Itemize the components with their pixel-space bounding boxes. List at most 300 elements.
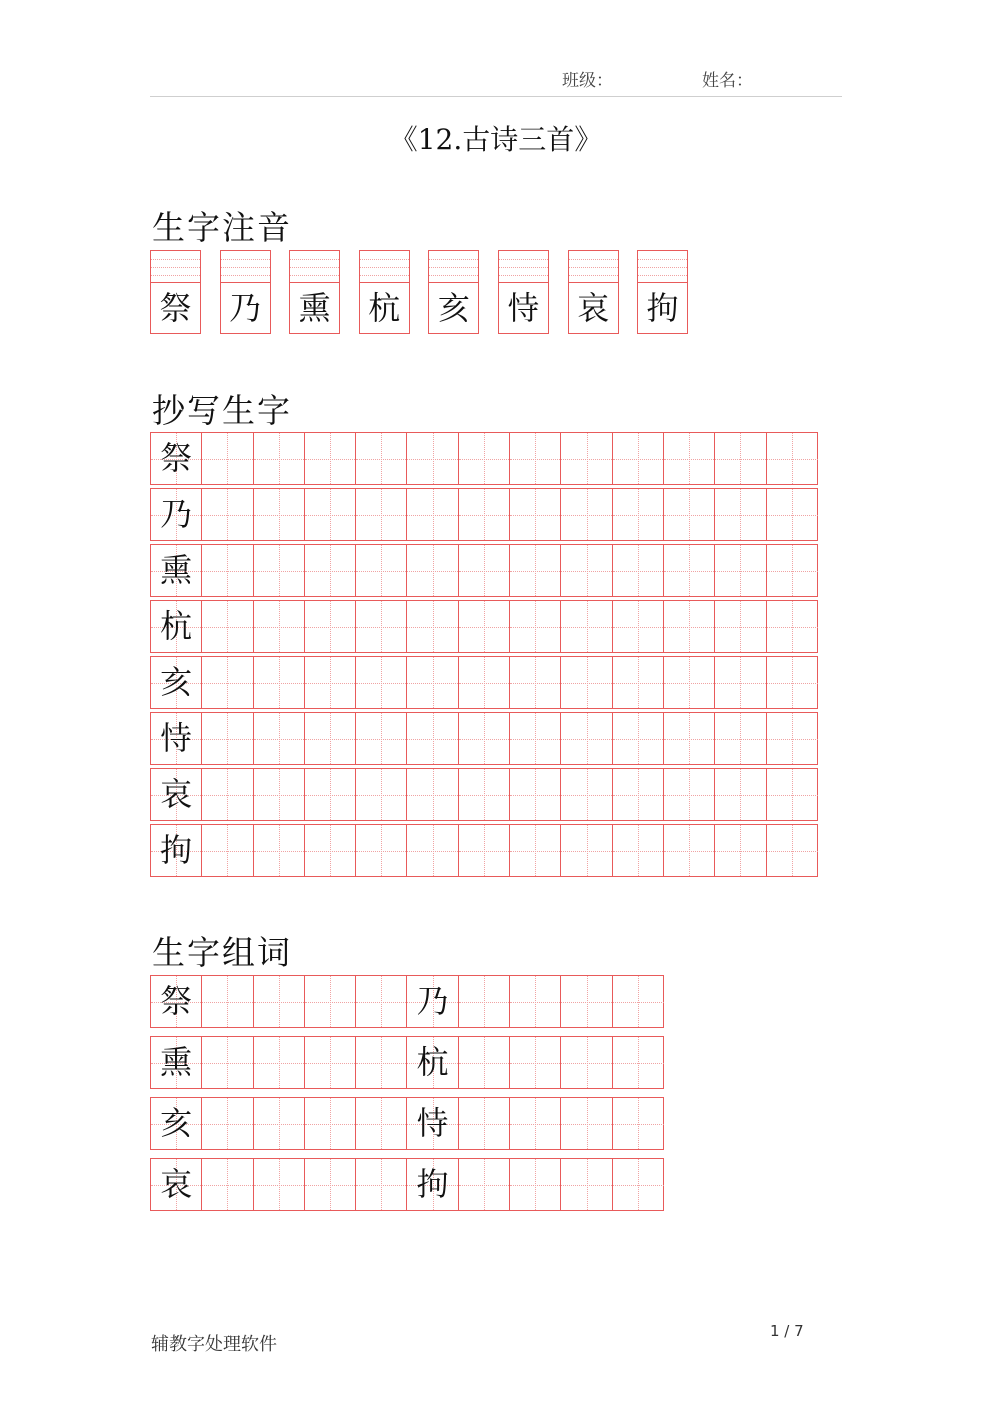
guide-line [792, 489, 793, 540]
guide-line [792, 545, 793, 596]
guide-line [638, 275, 687, 276]
grid-cell[interactable] [613, 1037, 664, 1088]
guide-line [638, 713, 639, 764]
grid-cell[interactable] [715, 769, 766, 820]
guide-line [279, 1098, 280, 1149]
grid-cell[interactable] [459, 657, 510, 708]
grid-cell[interactable] [459, 769, 510, 820]
guide-line [221, 267, 270, 268]
pinyin-input-area[interactable] [221, 251, 270, 283]
guide-line [792, 825, 793, 876]
guide-line [484, 1098, 485, 1149]
character: 哀 [160, 1165, 193, 1203]
page-number: 1 / 7 [770, 1322, 804, 1340]
word-row [150, 1036, 664, 1089]
grid-cell[interactable] [767, 657, 818, 708]
guide-line [689, 713, 690, 764]
guide-line [638, 976, 639, 1027]
guide-line [227, 433, 228, 484]
guide-line [433, 433, 434, 484]
grid-cell[interactable] [561, 1159, 612, 1210]
grid-cell[interactable] [561, 825, 612, 876]
character: 祭 [159, 289, 192, 327]
guide-line [535, 713, 536, 764]
character: 亥 [160, 663, 193, 701]
grid-cell[interactable] [407, 713, 458, 764]
pinyin-input-area[interactable] [290, 251, 339, 283]
page-title: 《12.古诗三首》 [389, 123, 603, 156]
guide-line [381, 433, 382, 484]
grid-cell[interactable] [202, 976, 253, 1027]
header-divider [150, 96, 842, 97]
guide-line [689, 769, 690, 820]
grid-cell[interactable] [202, 1037, 253, 1088]
grid-cell[interactable] [510, 1098, 561, 1149]
guide-line [638, 1159, 639, 1210]
grid-cell[interactable] [254, 1037, 305, 1088]
grid-cell[interactable] [510, 657, 561, 708]
grid-cell[interactable] [407, 825, 458, 876]
grid-cell[interactable] [715, 601, 766, 652]
grid-cell[interactable] [613, 657, 664, 708]
guide-line [290, 275, 339, 276]
pinyin-box [359, 250, 410, 334]
grid-cell[interactable] [356, 489, 407, 540]
grid-cell[interactable] [613, 433, 664, 484]
grid-cell[interactable] [767, 545, 818, 596]
grid-cell[interactable] [613, 976, 664, 1027]
guide-line [689, 657, 690, 708]
guide-line [330, 713, 331, 764]
grid-cell[interactable] [151, 1037, 202, 1088]
guide-line [227, 713, 228, 764]
grid-cell[interactable] [561, 433, 612, 484]
copy-row [150, 824, 818, 877]
grid-cell[interactable] [151, 601, 202, 652]
grid-cell[interactable] [151, 713, 202, 764]
grid-cell[interactable] [305, 976, 356, 1027]
grid-cell[interactable] [613, 1098, 664, 1149]
guide-line [279, 769, 280, 820]
guide-line [638, 1037, 639, 1088]
grid-cell[interactable] [407, 545, 458, 596]
guide-line [279, 657, 280, 708]
guide-line [499, 275, 548, 276]
grid-cell[interactable] [510, 1159, 561, 1210]
guide-line [484, 1037, 485, 1088]
grid-cell[interactable] [459, 601, 510, 652]
section-title-words: 生字组词 [152, 933, 292, 972]
guide-line [330, 1098, 331, 1149]
grid-cell[interactable] [664, 825, 715, 876]
guide-line [227, 825, 228, 876]
grid-cell[interactable] [407, 433, 458, 484]
guide-line [740, 769, 741, 820]
word-row [150, 975, 664, 1028]
guide-line [279, 433, 280, 484]
guide-line [433, 769, 434, 820]
guide-line [499, 267, 548, 268]
grid-cell[interactable] [202, 433, 253, 484]
guide-line [381, 825, 382, 876]
grid-cell[interactable] [407, 1159, 458, 1210]
grid-cell[interactable] [254, 601, 305, 652]
grid-cell[interactable] [715, 825, 766, 876]
character: 杭 [416, 1043, 449, 1081]
grid-cell[interactable] [613, 545, 664, 596]
grid-cell[interactable] [305, 489, 356, 540]
character: 乃 [160, 495, 193, 533]
grid-cell[interactable] [151, 1098, 202, 1149]
pinyin-box [568, 250, 619, 334]
guide-line [484, 713, 485, 764]
pinyin-input-area[interactable] [429, 251, 478, 283]
grid-cell[interactable] [305, 601, 356, 652]
guide-line [290, 267, 339, 268]
grid-cell[interactable] [202, 1098, 253, 1149]
grid-cell[interactable] [459, 489, 510, 540]
grid-cell[interactable] [715, 433, 766, 484]
grid-cell[interactable] [202, 601, 253, 652]
pinyin-input-area[interactable] [569, 251, 618, 283]
grid-cell[interactable] [151, 825, 202, 876]
guide-line [290, 259, 339, 260]
guide-line [484, 545, 485, 596]
guide-line [360, 275, 409, 276]
grid-cell[interactable] [356, 976, 407, 1027]
grid-cell[interactable] [305, 1098, 356, 1149]
grid-cell[interactable] [459, 976, 510, 1027]
guide-line [587, 601, 588, 652]
guide-line [587, 433, 588, 484]
grid-cell[interactable] [561, 601, 612, 652]
guide-line [689, 601, 690, 652]
guide-line [279, 825, 280, 876]
grid-cell[interactable] [305, 433, 356, 484]
guide-line [499, 259, 548, 260]
guide-line [330, 976, 331, 1027]
guide-line [330, 825, 331, 876]
grid-cell[interactable] [561, 1037, 612, 1088]
grid-cell[interactable] [664, 433, 715, 484]
grid-cell[interactable] [356, 657, 407, 708]
guide-line [792, 657, 793, 708]
character: 恃 [160, 719, 193, 757]
character: 熏 [160, 1043, 193, 1081]
character: 乃 [416, 982, 449, 1020]
grid-cell[interactable] [151, 657, 202, 708]
guide-line [569, 259, 618, 260]
grid-cell[interactable] [715, 713, 766, 764]
grid-cell[interactable] [407, 1098, 458, 1149]
guide-line [433, 545, 434, 596]
guide-line [740, 489, 741, 540]
guide-line [433, 657, 434, 708]
guide-line [279, 545, 280, 596]
grid-cell[interactable] [767, 825, 818, 876]
grid-cell[interactable] [664, 601, 715, 652]
guide-line [484, 489, 485, 540]
guide-line [151, 275, 200, 276]
grid-cell[interactable] [561, 976, 612, 1027]
guide-line [484, 825, 485, 876]
grid-cell[interactable] [767, 433, 818, 484]
grid-cell[interactable] [561, 489, 612, 540]
grid-cell[interactable] [613, 601, 664, 652]
guide-line [330, 769, 331, 820]
grid-cell[interactable] [613, 489, 664, 540]
grid-cell[interactable] [510, 545, 561, 596]
character: 恃 [507, 289, 540, 327]
guide-line [484, 433, 485, 484]
section-title-pinyin: 生字注音 [152, 208, 292, 247]
character: 祭 [160, 982, 193, 1020]
guide-line [381, 1098, 382, 1149]
grid-cell[interactable] [459, 545, 510, 596]
guide-line [587, 825, 588, 876]
pinyin-input-area[interactable] [360, 251, 409, 283]
grid-cell[interactable] [561, 1098, 612, 1149]
grid-cell[interactable] [356, 1159, 407, 1210]
guide-line [330, 1159, 331, 1210]
grid-cell[interactable] [510, 601, 561, 652]
guide-line [227, 769, 228, 820]
grid-cell[interactable] [561, 713, 612, 764]
grid-cell[interactable] [356, 1037, 407, 1088]
grid-cell[interactable] [151, 769, 202, 820]
guide-line [381, 601, 382, 652]
grid-cell[interactable] [254, 433, 305, 484]
guide-line [381, 545, 382, 596]
guide-line [433, 601, 434, 652]
grid-cell[interactable] [510, 433, 561, 484]
copy-row [150, 768, 818, 821]
guide-line [740, 545, 741, 596]
grid-cell[interactable] [305, 769, 356, 820]
grid-cell[interactable] [356, 545, 407, 596]
guide-line [330, 1037, 331, 1088]
pinyin-box [220, 250, 271, 334]
grid-cell[interactable] [715, 657, 766, 708]
grid-cell[interactable] [459, 433, 510, 484]
grid-cell[interactable] [151, 489, 202, 540]
pinyin-box [428, 250, 479, 334]
grid-cell[interactable] [305, 657, 356, 708]
grid-cell[interactable] [561, 769, 612, 820]
character: 祭 [160, 439, 193, 477]
copy-row [150, 432, 818, 485]
guide-line [740, 601, 741, 652]
grid-cell[interactable] [254, 976, 305, 1027]
guide-line [638, 267, 687, 268]
grid-cell[interactable] [459, 1098, 510, 1149]
guide-line [279, 601, 280, 652]
guide-line [227, 545, 228, 596]
guide-line [433, 713, 434, 764]
guide-line [227, 489, 228, 540]
name-label: 姓名： [702, 71, 753, 91]
guide-line [638, 545, 639, 596]
guide-line [740, 825, 741, 876]
section-title-copy: 抄写生字 [152, 391, 292, 430]
guide-line [638, 769, 639, 820]
grid-cell[interactable] [407, 657, 458, 708]
guide-line [151, 259, 200, 260]
grid-cell[interactable] [305, 713, 356, 764]
grid-cell[interactable] [510, 769, 561, 820]
guide-line [689, 825, 690, 876]
pinyin-input-area[interactable] [151, 251, 200, 283]
character: 拘 [416, 1165, 449, 1203]
guide-line [740, 713, 741, 764]
grid-cell[interactable] [459, 1159, 510, 1210]
grid-cell[interactable] [407, 976, 458, 1027]
grid-cell[interactable] [561, 545, 612, 596]
grid-cell[interactable] [356, 1098, 407, 1149]
grid-cell[interactable] [459, 1037, 510, 1088]
grid-cell[interactable] [767, 601, 818, 652]
grid-cell[interactable] [202, 657, 253, 708]
grid-cell[interactable] [459, 713, 510, 764]
grid-cell[interactable] [202, 1159, 253, 1210]
guide-line [330, 433, 331, 484]
guide-line [587, 489, 588, 540]
grid-cell[interactable] [510, 976, 561, 1027]
guide-line [535, 1098, 536, 1149]
guide-line [484, 601, 485, 652]
guide-line [279, 976, 280, 1027]
guide-line [740, 433, 741, 484]
grid-cell[interactable] [254, 489, 305, 540]
guide-line [792, 713, 793, 764]
grid-cell[interactable] [356, 769, 407, 820]
pinyin-input-area[interactable] [638, 251, 687, 283]
guide-line [740, 657, 741, 708]
grid-cell[interactable] [715, 545, 766, 596]
grid-cell[interactable] [510, 825, 561, 876]
guide-line [587, 545, 588, 596]
grid-cell[interactable] [407, 489, 458, 540]
copy-row [150, 544, 818, 597]
guide-line [484, 1159, 485, 1210]
grid-cell[interactable] [202, 713, 253, 764]
guide-line [151, 267, 200, 268]
grid-cell[interactable] [715, 489, 766, 540]
grid-cell[interactable] [202, 825, 253, 876]
grid-cell[interactable] [459, 825, 510, 876]
grid-cell[interactable] [254, 657, 305, 708]
guide-line [381, 1037, 382, 1088]
grid-cell[interactable] [202, 769, 253, 820]
character: 拘 [646, 289, 679, 327]
character: 杭 [160, 607, 193, 645]
grid-cell[interactable] [356, 433, 407, 484]
guide-line [484, 976, 485, 1027]
guide-line [227, 1037, 228, 1088]
grid-cell[interactable] [151, 1159, 202, 1210]
grid-cell[interactable] [254, 713, 305, 764]
guide-line [433, 489, 434, 540]
guide-line [227, 657, 228, 708]
grid-cell[interactable] [202, 489, 253, 540]
guide-line [792, 433, 793, 484]
grid-cell[interactable] [664, 489, 715, 540]
grid-cell[interactable] [664, 769, 715, 820]
grid-cell[interactable] [356, 825, 407, 876]
character: 哀 [160, 775, 193, 813]
grid-cell[interactable] [767, 769, 818, 820]
grid-cell[interactable] [202, 545, 253, 596]
grid-cell[interactable] [407, 1037, 458, 1088]
guide-line [689, 433, 690, 484]
grid-cell[interactable] [254, 1159, 305, 1210]
guide-line [360, 267, 409, 268]
grid-cell[interactable] [356, 713, 407, 764]
grid-cell[interactable] [613, 825, 664, 876]
grid-cell[interactable] [151, 433, 202, 484]
copy-row [150, 712, 818, 765]
guide-line [227, 976, 228, 1027]
grid-cell[interactable] [151, 976, 202, 1027]
guide-line [330, 545, 331, 596]
pinyin-box [289, 250, 340, 334]
grid-cell[interactable] [356, 601, 407, 652]
grid-cell[interactable] [664, 545, 715, 596]
grid-cell[interactable] [510, 1037, 561, 1088]
grid-cell[interactable] [767, 713, 818, 764]
guide-line [689, 545, 690, 596]
grid-cell[interactable] [305, 1159, 356, 1210]
guide-line [587, 1098, 588, 1149]
grid-cell[interactable] [254, 825, 305, 876]
grid-cell[interactable] [151, 545, 202, 596]
grid-cell[interactable] [305, 825, 356, 876]
guide-line [535, 433, 536, 484]
grid-cell[interactable] [613, 769, 664, 820]
grid-cell[interactable] [510, 489, 561, 540]
class-label: 班级： [562, 71, 613, 91]
grid-cell[interactable] [664, 657, 715, 708]
grid-cell[interactable] [407, 601, 458, 652]
pinyin-input-area[interactable] [499, 251, 548, 283]
guide-line [429, 267, 478, 268]
grid-cell[interactable] [767, 489, 818, 540]
guide-line [484, 769, 485, 820]
guide-line [638, 433, 639, 484]
guide-line [638, 825, 639, 876]
grid-cell[interactable] [664, 713, 715, 764]
grid-cell[interactable] [305, 545, 356, 596]
guide-line [279, 1159, 280, 1210]
guide-line [535, 769, 536, 820]
guide-line [535, 657, 536, 708]
grid-cell[interactable] [407, 769, 458, 820]
grid-cell[interactable] [254, 769, 305, 820]
grid-cell[interactable] [613, 1159, 664, 1210]
grid-cell[interactable] [510, 713, 561, 764]
guide-line [587, 713, 588, 764]
grid-cell[interactable] [561, 657, 612, 708]
grid-cell[interactable] [254, 545, 305, 596]
grid-cell[interactable] [613, 713, 664, 764]
guide-line [484, 657, 485, 708]
guide-line [360, 259, 409, 260]
grid-cell[interactable] [305, 1037, 356, 1088]
guide-line [535, 601, 536, 652]
guide-line [535, 825, 536, 876]
grid-cell[interactable] [254, 1098, 305, 1149]
character: 拘 [160, 831, 193, 869]
